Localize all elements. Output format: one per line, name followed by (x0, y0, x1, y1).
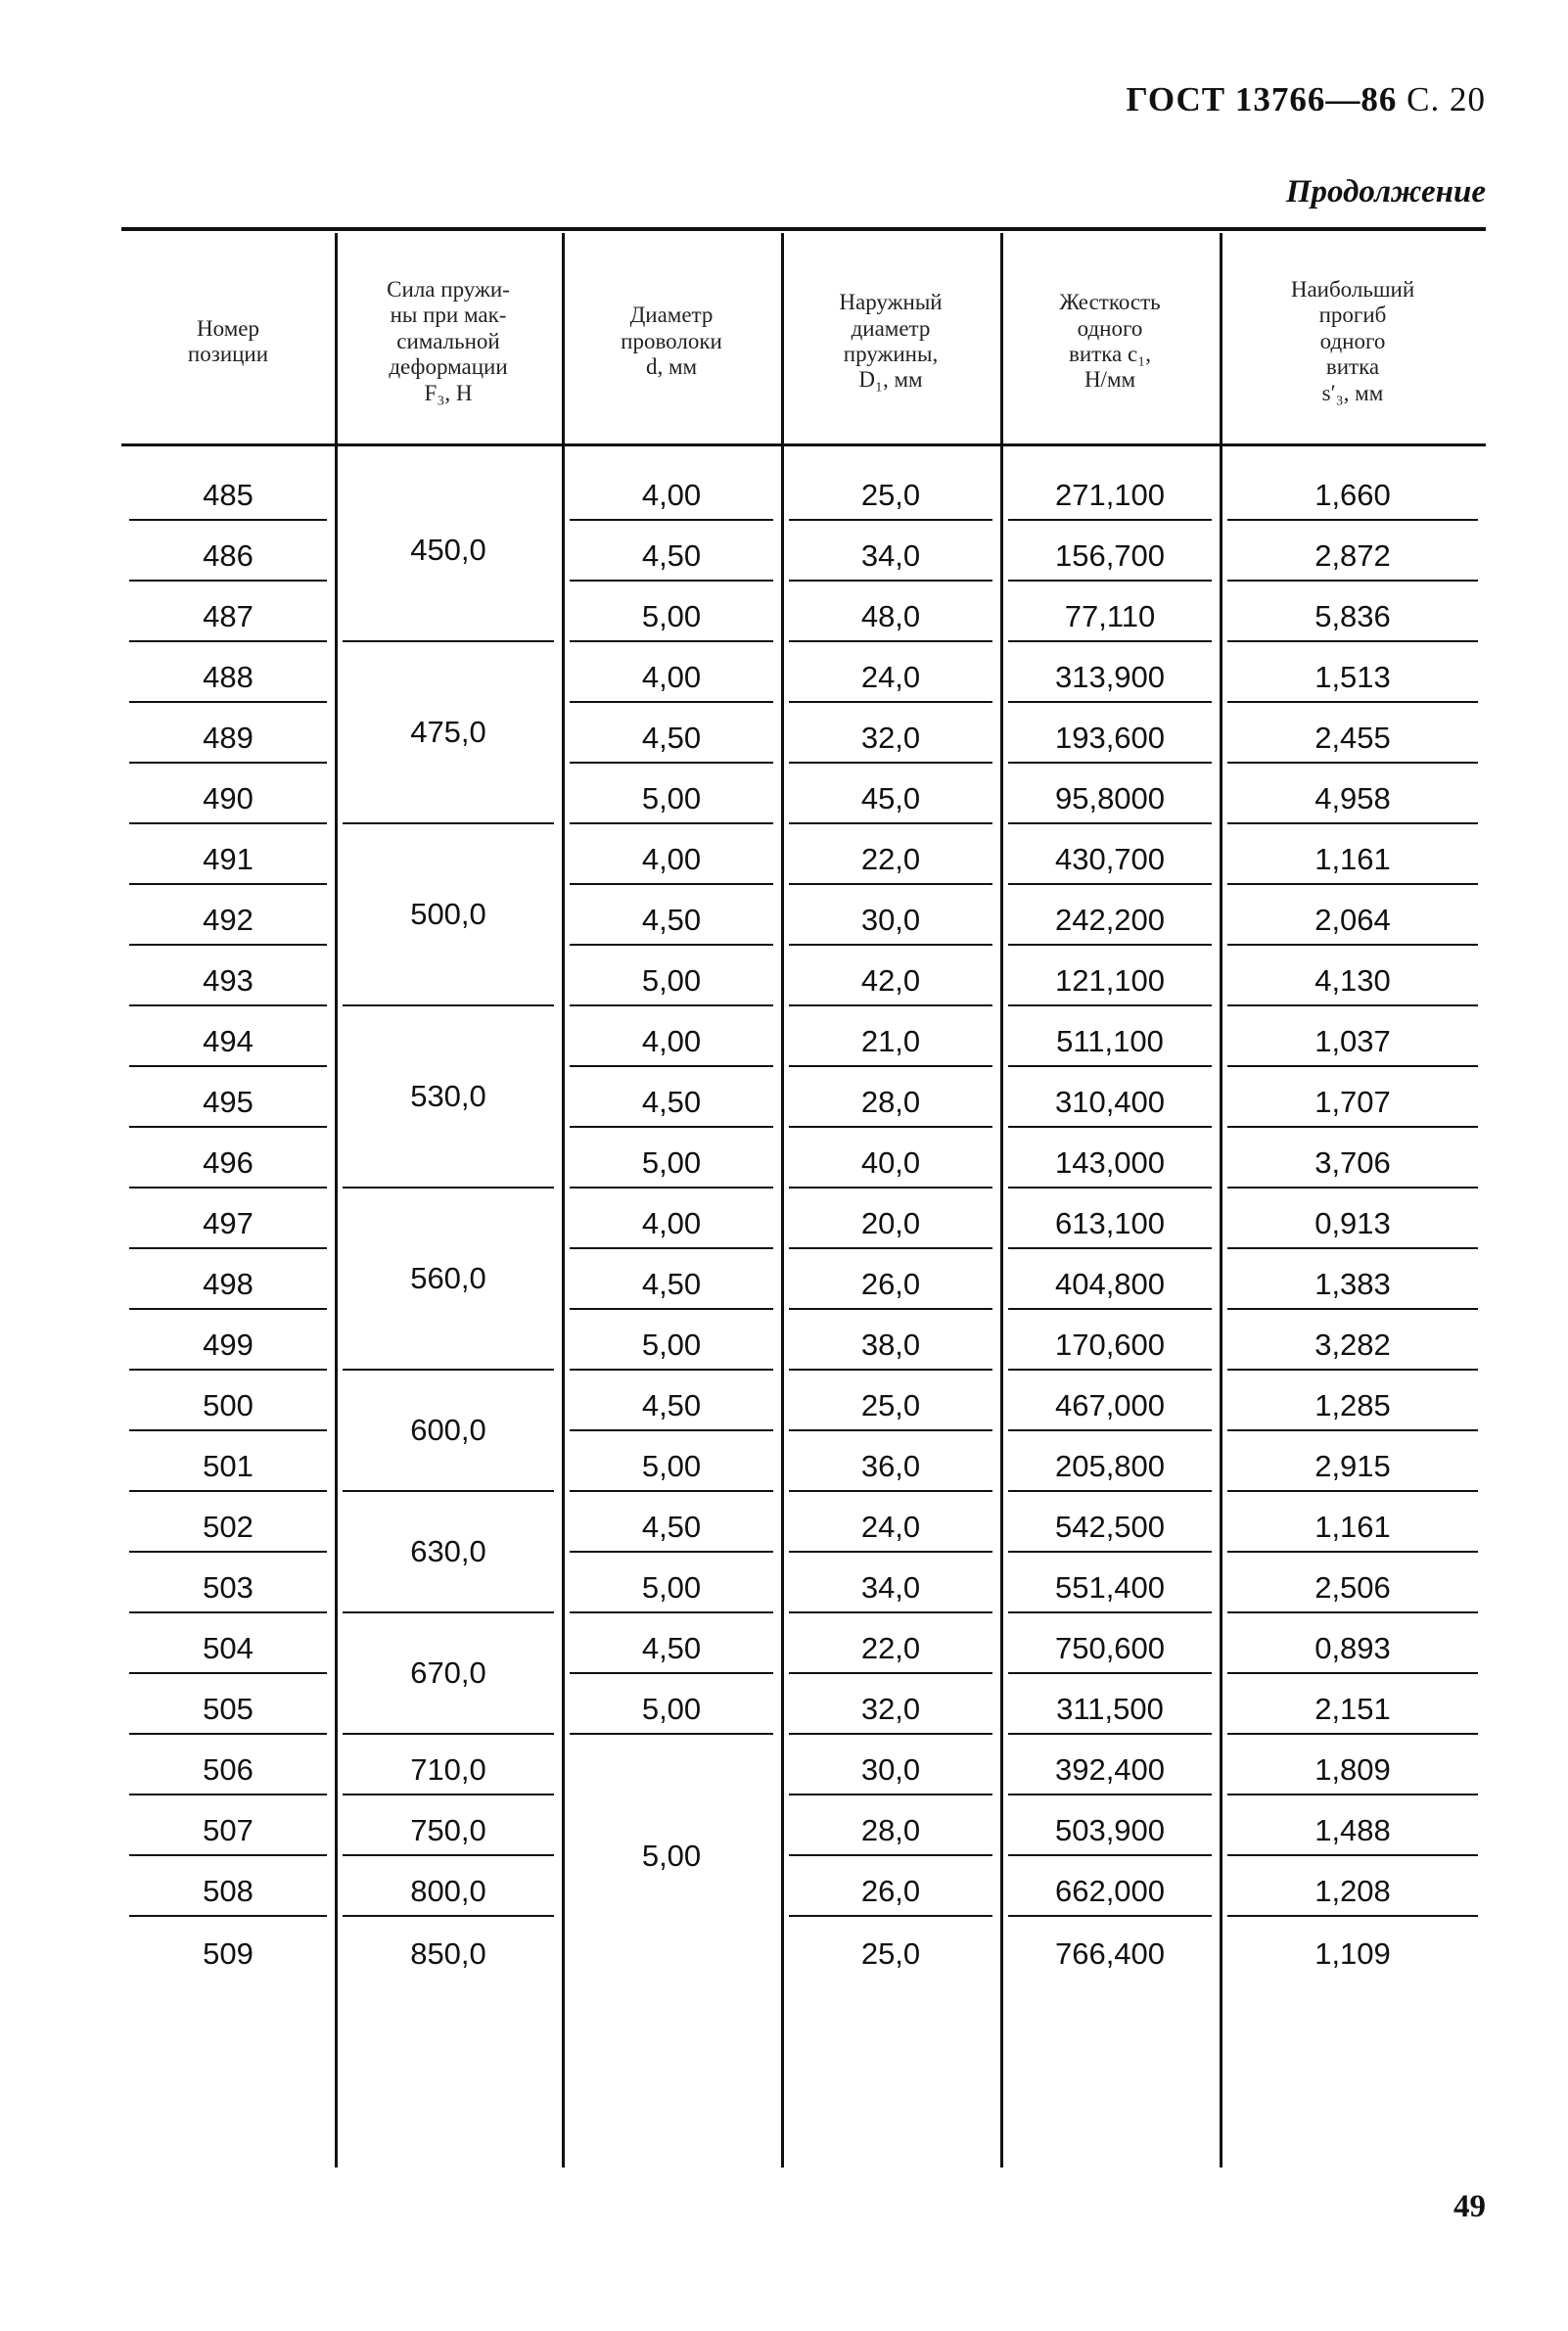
max-deflection-cell: 4,958 (1227, 769, 1478, 824)
coil-stiffness-cell: 313,900 (1008, 648, 1212, 703)
coil-stiffness-cell: 271,100 (1008, 466, 1212, 521)
spring-force-cell: 750,0 (343, 1801, 554, 1856)
max-deflection-cell: 3,282 (1227, 1316, 1478, 1371)
column-header: Номер позиции (187, 315, 269, 366)
max-deflection-cell: 4,130 (1227, 952, 1478, 1006)
position-number-cell: 503 (129, 1559, 327, 1613)
column-divider (562, 233, 565, 2168)
position-number-cell: 497 (129, 1194, 327, 1249)
wire-diameter-cell: 4,00 (570, 466, 773, 521)
column-divider (335, 233, 338, 2168)
position-number-cell: 486 (129, 527, 327, 582)
column-divider (1220, 233, 1222, 2168)
coil-stiffness-cell: 766,400 (1054, 1936, 1166, 1971)
outer-diameter-cell: 26,0 (789, 1255, 992, 1310)
position-number-cell: 509 (203, 1936, 254, 1971)
position-number-cell: 499 (129, 1316, 327, 1371)
wire-diameter-cell: 4,50 (570, 1255, 773, 1310)
coil-stiffness-cell: 551,400 (1008, 1559, 1212, 1613)
coil-stiffness-cell: 430,700 (1008, 830, 1212, 885)
max-deflection-cell: 1,809 (1227, 1741, 1478, 1795)
outer-diameter-cell: 32,0 (789, 1680, 992, 1735)
spring-force-cell: 630,0 (343, 1492, 554, 1613)
coil-stiffness-cell: 392,400 (1008, 1741, 1212, 1795)
outer-diameter-cell: 22,0 (789, 830, 992, 885)
wire-diameter-cell: 5,00 (570, 1680, 773, 1735)
table-top-rule (121, 227, 1486, 231)
header-bottom-rule (121, 443, 1486, 446)
position-number-cell: 496 (129, 1134, 327, 1189)
outer-diameter-cell: 38,0 (789, 1316, 992, 1371)
max-deflection-cell: 1,285 (1227, 1376, 1478, 1431)
wire-diameter-cell: 4,50 (570, 891, 773, 946)
position-number-cell: 504 (129, 1619, 327, 1674)
max-deflection-cell: 2,915 (1227, 1437, 1478, 1492)
position-number-cell: 495 (129, 1073, 327, 1128)
coil-stiffness-cell: 95,8000 (1008, 769, 1212, 824)
outer-diameter-cell: 32,0 (789, 709, 992, 764)
wire-diameter-cell: 5,00 (570, 1134, 773, 1189)
standard-code: ГОСТ 13766—86 (1126, 80, 1398, 118)
outer-diameter-cell: 28,0 (789, 1801, 992, 1856)
coil-stiffness-cell: 193,600 (1008, 709, 1212, 764)
outer-diameter-cell: 22,0 (789, 1619, 992, 1674)
max-deflection-cell: 2,506 (1227, 1559, 1478, 1613)
max-deflection-cell: 1,383 (1227, 1255, 1478, 1310)
spring-force-cell: 850,0 (410, 1936, 486, 1971)
outer-diameter-cell: 40,0 (789, 1134, 992, 1189)
wire-diameter-cell: 5,00 (641, 1839, 702, 1873)
coil-stiffness-cell: 511,100 (1008, 1012, 1212, 1067)
coil-stiffness-cell: 121,100 (1008, 952, 1212, 1006)
max-deflection-cell: 0,913 (1227, 1194, 1478, 1249)
coil-stiffness-cell: 242,200 (1008, 891, 1212, 946)
outer-diameter-cell: 25,0 (789, 466, 992, 521)
outer-diameter-cell: 45,0 (789, 769, 992, 824)
coil-stiffness-cell: 750,600 (1008, 1619, 1212, 1674)
wire-diameter-cell: 4,00 (570, 1012, 773, 1067)
position-number-cell: 490 (129, 769, 327, 824)
position-number-cell: 488 (129, 648, 327, 703)
wire-diameter-cell: 4,50 (570, 1376, 773, 1431)
position-number-cell: 489 (129, 709, 327, 764)
coil-stiffness-cell: 170,600 (1008, 1316, 1212, 1371)
position-number-cell: 505 (129, 1680, 327, 1735)
position-number-cell: 507 (129, 1801, 327, 1856)
coil-stiffness-cell: 467,000 (1008, 1376, 1212, 1431)
coil-stiffness-cell: 662,000 (1008, 1862, 1212, 1917)
outer-diameter-cell: 24,0 (789, 1498, 992, 1553)
max-deflection-cell: 5,836 (1227, 587, 1478, 642)
max-deflection-cell: 2,455 (1227, 709, 1478, 764)
outer-diameter-cell: 24,0 (789, 648, 992, 703)
coil-stiffness-cell: 311,500 (1008, 1680, 1212, 1735)
wire-diameter-cell: 5,00 (570, 1316, 773, 1371)
max-deflection-cell: 1,707 (1227, 1073, 1478, 1128)
max-deflection-cell: 2,151 (1227, 1680, 1478, 1735)
position-number-cell: 501 (129, 1437, 327, 1492)
outer-diameter-cell: 25,0 (860, 1936, 921, 1971)
coil-stiffness-cell: 613,100 (1008, 1194, 1212, 1249)
page-header (1126, 80, 1486, 119)
position-number-cell: 493 (129, 952, 327, 1006)
wire-diameter-cell: 4,50 (570, 709, 773, 764)
wire-diameter-cell: 5,00 (570, 1437, 773, 1492)
page-reference: С. 20 (1407, 80, 1486, 118)
position-number-cell: 508 (129, 1862, 327, 1917)
position-number-cell: 498 (129, 1255, 327, 1310)
spring-force-cell: 800,0 (343, 1862, 554, 1917)
wire-diameter-cell: 5,00 (570, 587, 773, 642)
spring-force-cell: 450,0 (343, 460, 554, 642)
max-deflection-cell: 1,161 (1227, 1498, 1478, 1553)
max-deflection-cell: 1,660 (1227, 466, 1478, 521)
wire-diameter-cell: 4,00 (570, 1194, 773, 1249)
outer-diameter-cell: 42,0 (789, 952, 992, 1006)
outer-diameter-cell: 34,0 (789, 527, 992, 582)
position-number-cell: 487 (129, 587, 327, 642)
wire-diameter-cell: 4,50 (570, 1498, 773, 1553)
coil-stiffness-cell: 205,800 (1008, 1437, 1212, 1492)
coil-stiffness-cell: 143,000 (1008, 1134, 1212, 1189)
spring-force-cell: 500,0 (343, 824, 554, 1006)
position-number-cell: 491 (129, 830, 327, 885)
spring-force-cell: 560,0 (343, 1189, 554, 1371)
outer-diameter-cell: 25,0 (789, 1376, 992, 1431)
column-header: Наружный диаметр пружины, D₁, мм (839, 290, 943, 393)
max-deflection-cell: 1,208 (1227, 1862, 1478, 1917)
outer-diameter-cell: 20,0 (789, 1194, 992, 1249)
outer-diameter-cell: 30,0 (789, 1741, 992, 1795)
position-number-cell: 492 (129, 891, 327, 946)
continuation-label: Продолжение (1285, 174, 1486, 210)
position-number-cell: 494 (129, 1012, 327, 1067)
outer-diameter-cell: 36,0 (789, 1437, 992, 1492)
spring-force-cell: 600,0 (343, 1371, 554, 1492)
outer-diameter-cell: 21,0 (789, 1012, 992, 1067)
wire-diameter-cell: 4,50 (570, 1073, 773, 1128)
position-number-cell: 485 (129, 466, 327, 521)
max-deflection-cell: 1,109 (1314, 1936, 1391, 1971)
outer-diameter-cell: 48,0 (789, 587, 992, 642)
coil-stiffness-cell: 503,900 (1008, 1801, 1212, 1856)
max-deflection-cell: 1,488 (1227, 1801, 1478, 1856)
outer-diameter-cell: 30,0 (789, 891, 992, 946)
outer-diameter-cell: 28,0 (789, 1073, 992, 1128)
max-deflection-cell: 3,706 (1227, 1134, 1478, 1189)
spring-force-cell: 530,0 (343, 1006, 554, 1189)
wire-diameter-cell: 4,00 (570, 648, 773, 703)
max-deflection-cell: 2,064 (1227, 891, 1478, 946)
column-header: Жесткость одного витка c₁, Н/мм (1059, 290, 1161, 393)
outer-diameter-cell: 26,0 (789, 1862, 992, 1917)
wire-diameter-cell: 5,00 (570, 769, 773, 824)
max-deflection-cell: 1,161 (1227, 830, 1478, 885)
column-header: Сила пружи- ны при мак- симальной деформации F₃, Н (387, 276, 510, 405)
coil-stiffness-cell: 156,700 (1008, 527, 1212, 582)
position-number-cell: 502 (129, 1498, 327, 1553)
wire-diameter-cell: 5,00 (570, 1559, 773, 1613)
spring-force-cell: 670,0 (343, 1613, 554, 1735)
max-deflection-cell: 1,513 (1227, 648, 1478, 703)
position-number-cell: 500 (129, 1376, 327, 1431)
outer-diameter-cell: 34,0 (789, 1559, 992, 1613)
spring-force-cell: 710,0 (343, 1741, 554, 1795)
coil-stiffness-cell: 310,400 (1008, 1073, 1212, 1128)
coil-stiffness-cell: 542,500 (1008, 1498, 1212, 1553)
page-number: 49 (1453, 2189, 1486, 2224)
spring-force-cell: 475,0 (343, 642, 554, 824)
wire-diameter-cell: 4,50 (570, 1619, 773, 1674)
wire-diameter-cell: 4,50 (570, 527, 773, 582)
spring-parameters-table (121, 227, 1486, 2168)
max-deflection-cell: 1,037 (1227, 1012, 1478, 1067)
max-deflection-cell: 0,893 (1227, 1619, 1478, 1674)
column-header: Наибольший прогиб одного витка s′₃, мм (1290, 276, 1415, 405)
column-divider (781, 233, 784, 2168)
column-header: Диаметр проволоки d, мм (621, 303, 722, 380)
wire-diameter-cell: 4,00 (570, 830, 773, 885)
coil-stiffness-cell: 404,800 (1008, 1255, 1212, 1310)
wire-diameter-cell: 5,00 (570, 952, 773, 1006)
max-deflection-cell: 2,872 (1227, 527, 1478, 582)
column-divider (1000, 233, 1003, 2168)
position-number-cell: 506 (129, 1741, 327, 1795)
coil-stiffness-cell: 77,110 (1008, 587, 1212, 642)
